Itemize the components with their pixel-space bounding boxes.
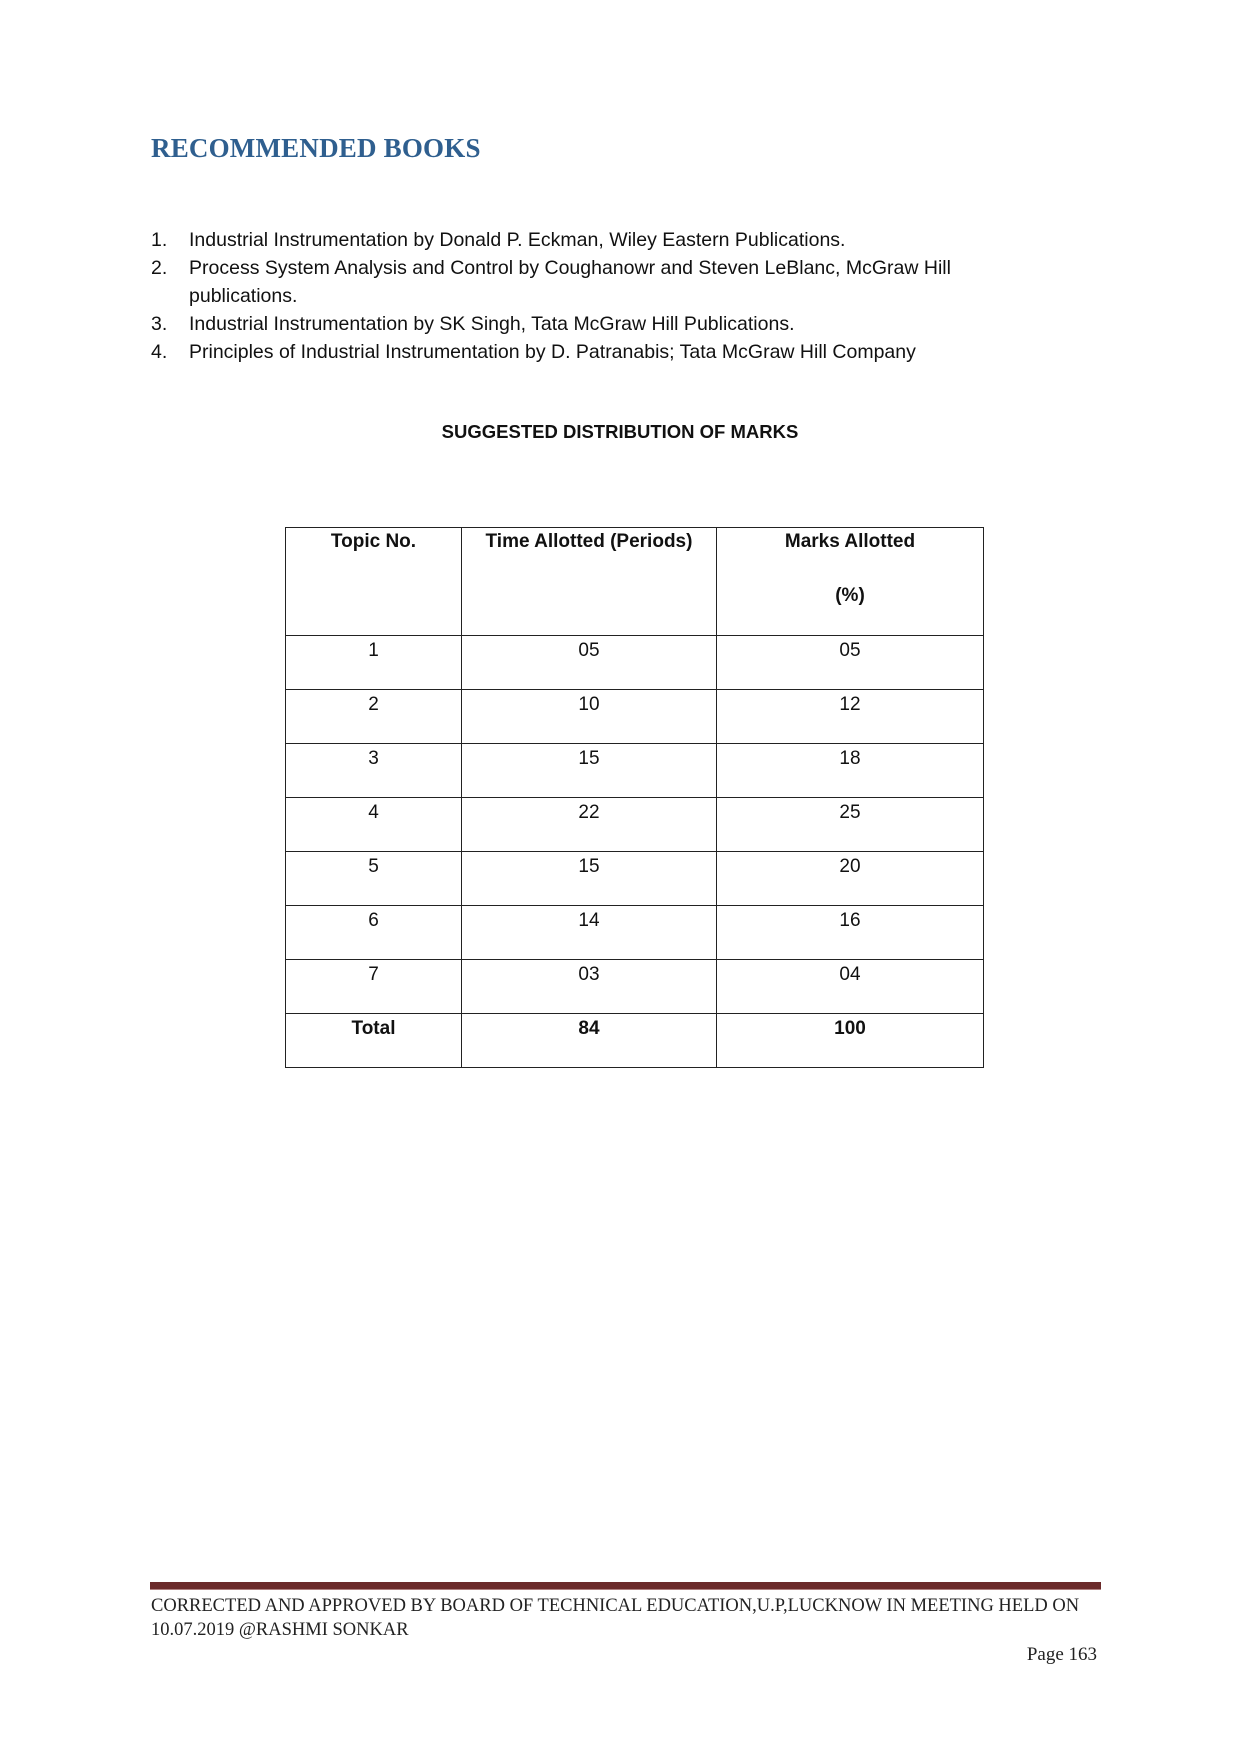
cell-time: 03 (462, 960, 717, 1014)
table-row (286, 744, 984, 798)
table-row (286, 960, 984, 1014)
list-item (151, 310, 1051, 338)
cell-topic: 7 (286, 960, 462, 1014)
header-topic-label: Topic No. (330, 531, 417, 552)
table-row (286, 906, 984, 960)
list-item-number: 3. (151, 313, 168, 335)
cell-marks: 20 (717, 852, 984, 906)
marks-distribution-table (285, 527, 984, 1068)
cell-marks: 04 (717, 960, 984, 1014)
table-row (286, 636, 984, 690)
list-item-number: 4. (151, 341, 168, 363)
cell-total-marks: 100 (717, 1014, 984, 1068)
list-item-text: Industrial Instrumentation by SK Singh, Tata McGraw Hill Publications. (189, 313, 795, 335)
cell-time: 15 (462, 744, 717, 798)
cell-marks: 25 (717, 798, 984, 852)
header-time-label: Time Allotted (Periods) (485, 531, 693, 552)
cell-topic: 2 (286, 690, 462, 744)
section-title: SUGGESTED DISTRIBUTION OF MARKS (441, 421, 799, 442)
table-row (286, 690, 984, 744)
cell-total-label: Total (286, 1014, 462, 1068)
list-item (151, 254, 1051, 310)
list-item-number: 1. (151, 229, 168, 251)
header-marks-allotted (717, 528, 984, 636)
header-marks-unit: (%) (835, 585, 865, 606)
list-item-text: Principles of Industrial Instrumentation by D. Patranabis; Tata McGraw Hill Company (189, 341, 916, 363)
recommended-books-list (151, 226, 1051, 366)
cell-time: 15 (462, 852, 717, 906)
list-item (151, 226, 1051, 254)
cell-topic: 6 (286, 906, 462, 960)
cell-time: 22 (462, 798, 717, 852)
cell-total-time: 84 (462, 1014, 717, 1068)
header-topic-no (286, 528, 462, 636)
page-number: Page 163 (1026, 1644, 1097, 1665)
cell-topic: 4 (286, 798, 462, 852)
footer-approval-note: CORRECTED AND APPROVED BY BOARD OF TECHNICAL EDUCATION,U.P,LUCKNOW IN MEETING HELD ON 10.07.2019 @RASHMI SONKAR (151, 1596, 1080, 1640)
footer-divider (150, 1582, 1101, 1590)
page-heading: RECOMMENDED BOOKS (151, 133, 481, 163)
header-marks-label: Marks Allotted (784, 531, 916, 552)
cell-marks: 16 (717, 906, 984, 960)
table-header-row (286, 528, 984, 636)
list-item-text: Process System Analysis and Control by Coughanowr and Steven LeBlanc, McGraw Hill publications. (189, 257, 951, 307)
cell-time: 05 (462, 636, 717, 690)
table-row (286, 798, 984, 852)
cell-topic: 5 (286, 852, 462, 906)
header-time-allotted (462, 528, 717, 636)
table-total-row (286, 1014, 984, 1068)
cell-marks: 18 (717, 744, 984, 798)
cell-topic: 1 (286, 636, 462, 690)
list-item (151, 338, 1051, 366)
cell-time: 14 (462, 906, 717, 960)
cell-time: 10 (462, 690, 717, 744)
cell-marks: 12 (717, 690, 984, 744)
list-item-text: Industrial Instrumentation by Donald P. Eckman, Wiley Eastern Publications. (189, 229, 846, 251)
cell-marks: 05 (717, 636, 984, 690)
table-row (286, 852, 984, 906)
cell-topic: 3 (286, 744, 462, 798)
list-item-number: 2. (151, 257, 168, 279)
